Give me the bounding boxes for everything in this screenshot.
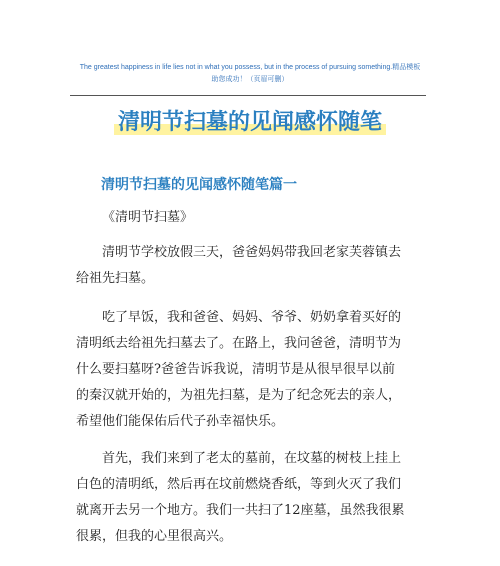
bottom-fade — [0, 552, 500, 566]
section-heading: 清明节扫墓的见闻感怀随笔篇一 — [101, 177, 297, 193]
paragraph-3: 首先，我们来到了老太的墓前，在坟墓的树枝上挂上白色的清明纸，然后再在坟前燃烧香纸，等到火灭了我们就离开去另一个地方。我们一共扫了12座墓，虽然我很累很累，但我的心里很高兴。 — [76, 451, 405, 544]
paragraph-essay-title: 《清明节扫墓》 — [102, 210, 194, 225]
header-motto — [70, 62, 430, 86]
paragraph-2: 吃了早饭，我和爸爸、妈妈、爷爷、奶奶拿着买好的清明纸去给祖先扫墓去了。在路上，我问爸爸，清明节为什么要扫墓呀?爸爸告诉我说，清明节是从很早很早以前的秦汉就开始的，为祖先扫墓，是为了纪念死去的亲人，希望他们能保佑后代子孙幸福快乐。 — [76, 310, 402, 429]
document-title-text: 清明节扫墓的见闻感怀随笔 — [114, 110, 386, 135]
document-title — [0, 106, 500, 140]
header-motto-line2: 助您成功！（页眉可删） — [211, 76, 289, 83]
header-motto-line1: The greatest happiness in life lies not in what you possess, but in the process of pursuing something.精品模板 — [79, 64, 421, 71]
paragraph-1: 清明节学校放假三天，爸爸妈妈带我回老家芙蓉镇去给祖先扫墓。 — [76, 245, 402, 286]
header-divider — [70, 95, 426, 96]
